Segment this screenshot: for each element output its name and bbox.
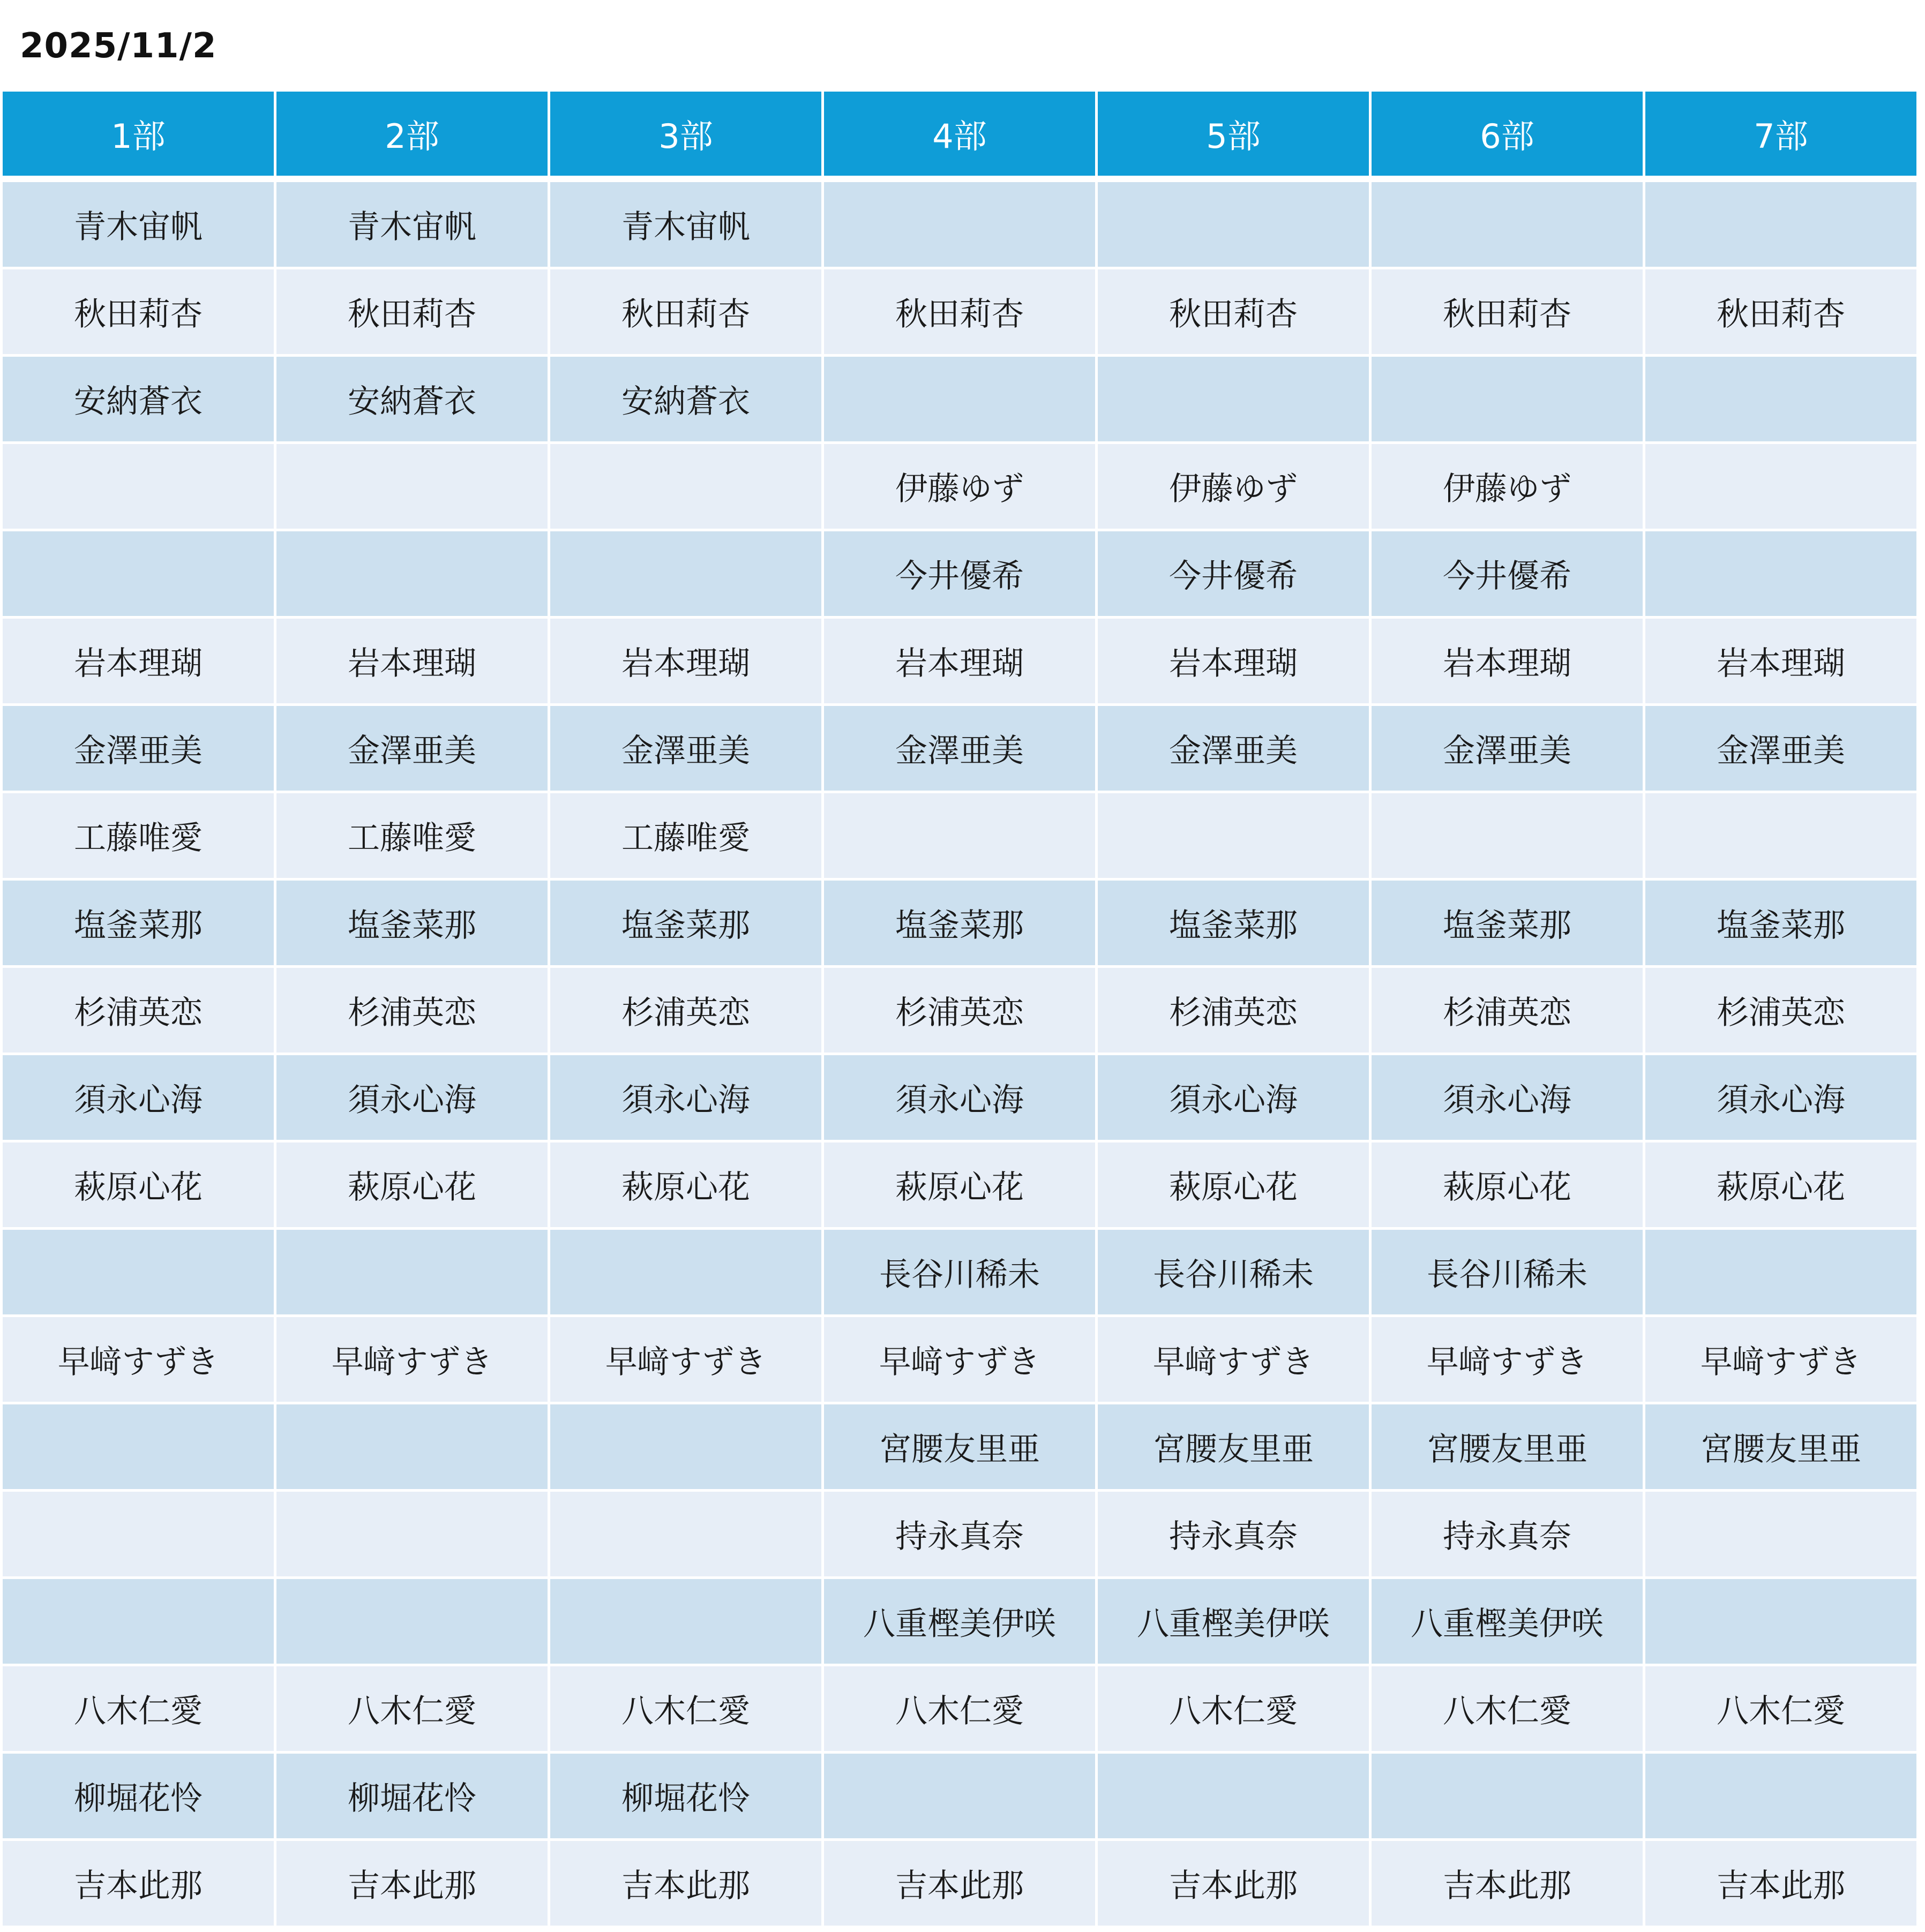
- header-spacer-cell: [824, 178, 1095, 179]
- table-cell: 八木仁愛: [1098, 1666, 1369, 1751]
- table-cell: [3, 1230, 274, 1314]
- table-cell: 工藤唯愛: [550, 793, 821, 878]
- table-cell: 青木宙帆: [276, 182, 548, 267]
- table-cell: [1098, 357, 1369, 441]
- table-cell: 萩原心花: [824, 1142, 1095, 1227]
- table-row: [3, 1404, 1916, 1489]
- table-cell: 八重樫美伊咲: [1098, 1579, 1369, 1664]
- table-cell: 岩本理瑚: [550, 619, 821, 703]
- table-cell: [276, 444, 548, 529]
- table-cell: 早﨑すずき: [824, 1317, 1095, 1402]
- table-cell: 杉浦英恋: [3, 968, 274, 1053]
- table-cell: 吉本此那: [3, 1841, 274, 1926]
- page-title: 2025/11/2: [20, 26, 217, 66]
- table-cell: 須永心海: [1372, 1055, 1643, 1140]
- table-cell: [3, 1492, 274, 1576]
- table-cell: 金澤亜美: [1098, 706, 1369, 791]
- table-row: [3, 357, 1916, 441]
- table-row: [3, 793, 1916, 878]
- table-cell: 萩原心花: [276, 1142, 548, 1227]
- table-cell: 萩原心花: [1098, 1142, 1369, 1227]
- table-cell: 塩釜菜那: [550, 881, 821, 965]
- column-header-5: 5部: [1098, 92, 1369, 176]
- table-row: [3, 1317, 1916, 1402]
- schedule-table: [0, 89, 1919, 1928]
- column-header-6: 6部: [1372, 92, 1643, 176]
- table-cell: 杉浦英恋: [550, 968, 821, 1053]
- table-cell: [824, 182, 1095, 267]
- table-row: [3, 531, 1916, 616]
- table-row: [3, 444, 1916, 529]
- table-cell: 吉本此那: [276, 1841, 548, 1926]
- table-cell: 吉本此那: [550, 1841, 821, 1926]
- header-spacer-cell: [3, 178, 274, 179]
- table-cell: 吉本此那: [1098, 1841, 1369, 1926]
- table-cell: 塩釜菜那: [3, 881, 274, 965]
- table-cell: [824, 357, 1095, 441]
- table-cell: 岩本理瑚: [824, 619, 1095, 703]
- table-cell: 岩本理瑚: [1645, 619, 1916, 703]
- table-cell: 安納蒼衣: [3, 357, 274, 441]
- table-cell: 塩釜菜那: [276, 881, 548, 965]
- table-cell: [1645, 793, 1916, 878]
- table-cell: 金澤亜美: [276, 706, 548, 791]
- table-cell: [1645, 531, 1916, 616]
- table-cell: 宮腰友里亜: [1372, 1404, 1643, 1489]
- table-cell: 今井優希: [1372, 531, 1643, 616]
- table-cell: 秋田莉杏: [1372, 269, 1643, 354]
- table-cell: 宮腰友里亜: [824, 1404, 1095, 1489]
- table-cell: 塩釜菜那: [824, 881, 1095, 965]
- table-cell: [824, 1754, 1095, 1838]
- column-header-7: 7部: [1645, 92, 1916, 176]
- table-cell: 安納蒼衣: [276, 357, 548, 441]
- header-row: [3, 92, 1916, 176]
- table-cell: 須永心海: [276, 1055, 548, 1140]
- column-header-3: 3部: [550, 92, 821, 176]
- table-cell: [276, 1579, 548, 1664]
- header-spacer: [3, 178, 1916, 179]
- table-cell: [1645, 182, 1916, 267]
- table-cell: 伊藤ゆず: [824, 444, 1095, 529]
- table-cell: 八重樫美伊咲: [1372, 1579, 1643, 1664]
- table-row: [3, 269, 1916, 354]
- table-cell: 長谷川稀未: [824, 1230, 1095, 1314]
- table-cell: 岩本理瑚: [1098, 619, 1369, 703]
- table-cell: 宮腰友里亜: [1098, 1404, 1369, 1489]
- table-cell: [824, 793, 1095, 878]
- table-cell: 萩原心花: [1645, 1142, 1916, 1227]
- table-cell: 早﨑すずき: [1372, 1317, 1643, 1402]
- table-cell: 秋田莉杏: [1645, 269, 1916, 354]
- table-cell: [1098, 793, 1369, 878]
- table-cell: [3, 1579, 274, 1664]
- table-row: [3, 1841, 1916, 1926]
- header-spacer-cell: [1098, 178, 1369, 179]
- column-header-4: 4部: [824, 92, 1095, 176]
- table-row: [3, 1142, 1916, 1227]
- table-cell: 金澤亜美: [550, 706, 821, 791]
- table-cell: [276, 1404, 548, 1489]
- table-row: [3, 1055, 1916, 1140]
- table-cell: 安納蒼衣: [550, 357, 821, 441]
- table-cell: 持永真奈: [824, 1492, 1095, 1576]
- table-cell: 柳堀花怜: [276, 1754, 548, 1838]
- table-cell: 早﨑すずき: [1098, 1317, 1369, 1402]
- table-cell: [1372, 182, 1643, 267]
- table-cell: 八木仁愛: [550, 1666, 821, 1751]
- table-cell: [1098, 182, 1369, 267]
- table-cell: 秋田莉杏: [824, 269, 1095, 354]
- table-row: [3, 1492, 1916, 1576]
- table-cell: 青木宙帆: [550, 182, 821, 267]
- table-cell: [1372, 793, 1643, 878]
- table-cell: [550, 531, 821, 616]
- table-cell: [550, 1404, 821, 1489]
- table-cell: 須永心海: [550, 1055, 821, 1140]
- table-cell: [276, 1230, 548, 1314]
- table-cell: 長谷川稀未: [1372, 1230, 1643, 1314]
- table-row: [3, 706, 1916, 791]
- table-cell: 金澤亜美: [3, 706, 274, 791]
- table-cell: [550, 1230, 821, 1314]
- table-cell: 八重樫美伊咲: [824, 1579, 1095, 1664]
- table-cell: [1645, 357, 1916, 441]
- table-row: [3, 1230, 1916, 1314]
- table-cell: 宮腰友里亜: [1645, 1404, 1916, 1489]
- table-cell: [276, 531, 548, 616]
- header-spacer-cell: [1645, 178, 1916, 179]
- header-spacer-cell: [1372, 178, 1643, 179]
- table-cell: [1645, 1230, 1916, 1314]
- table-cell: 須永心海: [824, 1055, 1095, 1140]
- table-cell: [550, 444, 821, 529]
- table-cell: 吉本此那: [1372, 1841, 1643, 1926]
- table-row: [3, 1666, 1916, 1751]
- table-cell: 岩本理瑚: [3, 619, 274, 703]
- table-cell: 八木仁愛: [824, 1666, 1095, 1751]
- header-spacer-cell: [550, 178, 821, 179]
- table-cell: 秋田莉杏: [550, 269, 821, 354]
- table-cell: 八木仁愛: [3, 1666, 274, 1751]
- table-cell: 持永真奈: [1098, 1492, 1369, 1576]
- table-cell: 柳堀花怜: [3, 1754, 274, 1838]
- table-cell: 長谷川稀未: [1098, 1230, 1369, 1314]
- table-cell: [1372, 1754, 1643, 1838]
- table-cell: 青木宙帆: [3, 182, 274, 267]
- table-body: [3, 182, 1916, 1926]
- table-cell: [276, 1492, 548, 1576]
- column-header-2: 2部: [276, 92, 548, 176]
- table-cell: 杉浦英恋: [1372, 968, 1643, 1053]
- table-row: [3, 619, 1916, 703]
- header-spacer-cell: [276, 178, 548, 179]
- table-cell: 塩釜菜那: [1645, 881, 1916, 965]
- table-cell: 須永心海: [1645, 1055, 1916, 1140]
- table-cell: 今井優希: [1098, 531, 1369, 616]
- table-cell: [1645, 1579, 1916, 1664]
- table-cell: 杉浦英恋: [276, 968, 548, 1053]
- table-row: [3, 182, 1916, 267]
- table-cell: 萩原心花: [550, 1142, 821, 1227]
- table-cell: [3, 444, 274, 529]
- table-cell: 金澤亜美: [1645, 706, 1916, 791]
- table-cell: [550, 1492, 821, 1576]
- table-cell: 工藤唯愛: [3, 793, 274, 878]
- table-cell: 岩本理瑚: [276, 619, 548, 703]
- table-cell: 工藤唯愛: [276, 793, 548, 878]
- table-cell: 塩釜菜那: [1372, 881, 1643, 965]
- table-cell: 柳堀花怜: [550, 1754, 821, 1838]
- table-cell: 秋田莉杏: [1098, 269, 1369, 354]
- column-header-1: 1部: [3, 92, 274, 176]
- table-cell: [1372, 357, 1643, 441]
- table-row: [3, 1579, 1916, 1664]
- table-row: [3, 881, 1916, 965]
- table-cell: 今井優希: [824, 531, 1095, 616]
- table-row: [3, 968, 1916, 1053]
- table-cell: 八木仁愛: [1645, 1666, 1916, 1751]
- table-cell: [1645, 444, 1916, 529]
- table-cell: 伊藤ゆず: [1098, 444, 1369, 529]
- table-cell: [1645, 1492, 1916, 1576]
- table-cell: 早﨑すずき: [276, 1317, 548, 1402]
- table-cell: [1098, 1754, 1369, 1838]
- table-cell: 早﨑すずき: [550, 1317, 821, 1402]
- table-cell: 秋田莉杏: [276, 269, 548, 354]
- table-cell: 吉本此那: [1645, 1841, 1916, 1926]
- table-cell: 金澤亜美: [824, 706, 1095, 791]
- table-cell: 杉浦英恋: [824, 968, 1095, 1053]
- table-cell: 八木仁愛: [276, 1666, 548, 1751]
- table-cell: [3, 531, 274, 616]
- table-cell: 杉浦英恋: [1098, 968, 1369, 1053]
- table-cell: 杉浦英恋: [1645, 968, 1916, 1053]
- table-cell: 伊藤ゆず: [1372, 444, 1643, 529]
- table-cell: [550, 1579, 821, 1664]
- table-row: [3, 1754, 1916, 1838]
- table-cell: 秋田莉杏: [3, 269, 274, 354]
- table-cell: 塩釜菜那: [1098, 881, 1369, 965]
- table-cell: [1645, 1754, 1916, 1838]
- table-cell: 早﨑すずき: [3, 1317, 274, 1402]
- table-cell: 岩本理瑚: [1372, 619, 1643, 703]
- table-cell: 持永真奈: [1372, 1492, 1643, 1576]
- table-cell: 須永心海: [3, 1055, 274, 1140]
- table-cell: 八木仁愛: [1372, 1666, 1643, 1751]
- table-cell: [3, 1404, 274, 1489]
- table-cell: 萩原心花: [3, 1142, 274, 1227]
- table-cell: 金澤亜美: [1372, 706, 1643, 791]
- table-cell: 吉本此那: [824, 1841, 1095, 1926]
- table-cell: 須永心海: [1098, 1055, 1369, 1140]
- table-cell: 早﨑すずき: [1645, 1317, 1916, 1402]
- table-cell: 萩原心花: [1372, 1142, 1643, 1227]
